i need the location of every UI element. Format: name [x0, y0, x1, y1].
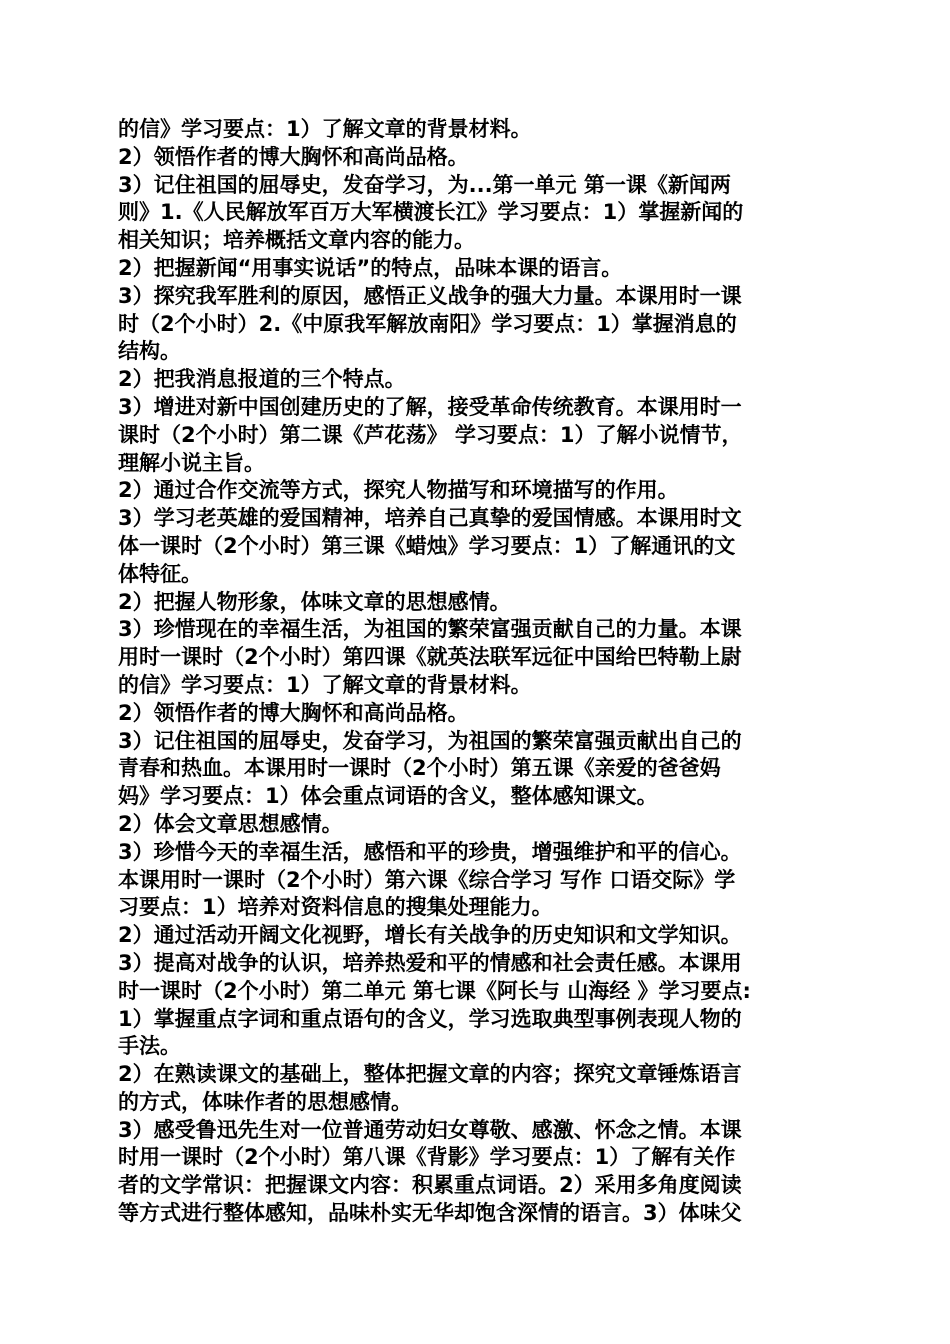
- text-line: 妈》学习要点：1）体会重点词语的含义，整体感知课文。: [118, 784, 658, 809]
- text-line: 结构。: [118, 339, 181, 364]
- text-line: 3）探究我军胜利的原因，感悟正义战争的强大力量。本课用时一课: [118, 283, 742, 308]
- text-line: 时一课时（2个小时）第二单元 第七课《阿长与 山海经 》学习要点:: [118, 978, 751, 1003]
- text-line: 理解小说主旨。: [118, 450, 265, 475]
- text-line: 则》1.《人民解放军百万大军横渡长江》学习要点：1）掌握新闻的: [118, 200, 744, 225]
- text-line: 习要点：1）培养对资料信息的搜集处理能力。: [118, 895, 553, 920]
- text-line: 手法。: [118, 1034, 181, 1059]
- text-line: 1）掌握重点字词和重点语句的含义，学习选取典型事例表现人物的: [118, 1006, 742, 1031]
- text-line: 体特征。: [118, 561, 202, 586]
- text-line: 的方式，体味作者的思想感情。: [118, 1089, 412, 1114]
- text-line: 3）学习老英雄的爱国精神，培养自己真挚的爱国情感。本课用时文: [118, 506, 742, 531]
- text-line: 体一课时（2个小时）第三课《蜡烛》学习要点：1）了解通讯的文: [118, 533, 736, 558]
- text-line: 本课用时一课时（2个小时）第六课《综合学习 写作 口语交际》学: [118, 867, 736, 892]
- text-line: 时（2个小时）2.《中原我军解放南阳》学习要点：1）掌握消息的: [118, 311, 737, 336]
- text-line: 2）通过合作交流等方式，探究人物描写和环境描写的作用。: [118, 478, 679, 503]
- text-line: 2）领悟作者的博大胸怀和高尚品格。: [118, 144, 469, 169]
- text-line: 3）提高对战争的认识，培养热爱和平的情感和社会责任感。本课用: [118, 950, 742, 975]
- text-line: 时用一课时（2个小时）第八课《背影》学习要点：1）了解有关作: [118, 1145, 736, 1170]
- text-line: 2）把握人物形象，体味文章的思想感情。: [118, 589, 511, 614]
- text-line: 等方式进行整体感知，品味朴实无华却饱含深情的语言。3）体味父: [118, 1201, 742, 1226]
- text-line: 2）在熟读课文的基础上，整体把握文章的内容；探究文章锤炼语言: [118, 1062, 742, 1087]
- document-body: [118, 116, 838, 1228]
- text-line: 2）体会文章思想感情。: [118, 811, 343, 836]
- text-line: 者的文学常识：把握课文内容：积累重点词语。2）采用多角度阅读: [118, 1173, 742, 1198]
- text-line: 课时（2个小时）第二课《芦花荡》 学习要点：1）了解小说情节，: [118, 422, 743, 447]
- text-line: 2）把我消息报道的三个特点。: [118, 367, 406, 392]
- text-line: 相关知识；培养概括文章内容的能力。: [118, 228, 475, 253]
- text-line: 2）通过活动开阔文化视野，增长有关战争的历史知识和文学知识。: [118, 923, 742, 948]
- text-line: 3）记住祖国的屈辱史，发奋学习，为...第一单元 第一课《新闻两: [118, 172, 731, 197]
- text-line: 用时一课时（2个小时）第四课《就英法联军远征中国给巴特勒上尉: [118, 645, 742, 670]
- text-line: 3）感受鲁迅先生对一位普通劳动妇女尊敬、感激、怀念之情。本课: [118, 1117, 742, 1142]
- text-line: 2）领悟作者的博大胸怀和高尚品格。: [118, 700, 469, 725]
- text-line: 的信》学习要点：1）了解文章的背景材料。: [118, 117, 532, 141]
- text-line: 的信》学习要点：1）了解文章的背景材料。: [118, 672, 532, 697]
- text-line: 2）把握新闻“用事实说话”的特点，品味本课的语言。: [118, 255, 623, 280]
- text-line: 3）珍惜现在的幸福生活，为祖国的繁荣富强贡献自己的力量。本课: [118, 617, 742, 642]
- text-line: 3）记住祖国的屈辱史，发奋学习，为祖国的繁荣富强贡献出自己的: [118, 728, 742, 753]
- text-line: 3）增进对新中国创建历史的了解，接受革命传统教育。本课用时一: [118, 394, 742, 419]
- text-line: 3）珍惜今天的幸福生活，感悟和平的珍贵，增强维护和平的信心。: [118, 839, 742, 864]
- text-line: 青春和热血。本课用时一课时（2个小时）第五课《亲爱的爸爸妈: [118, 756, 721, 781]
